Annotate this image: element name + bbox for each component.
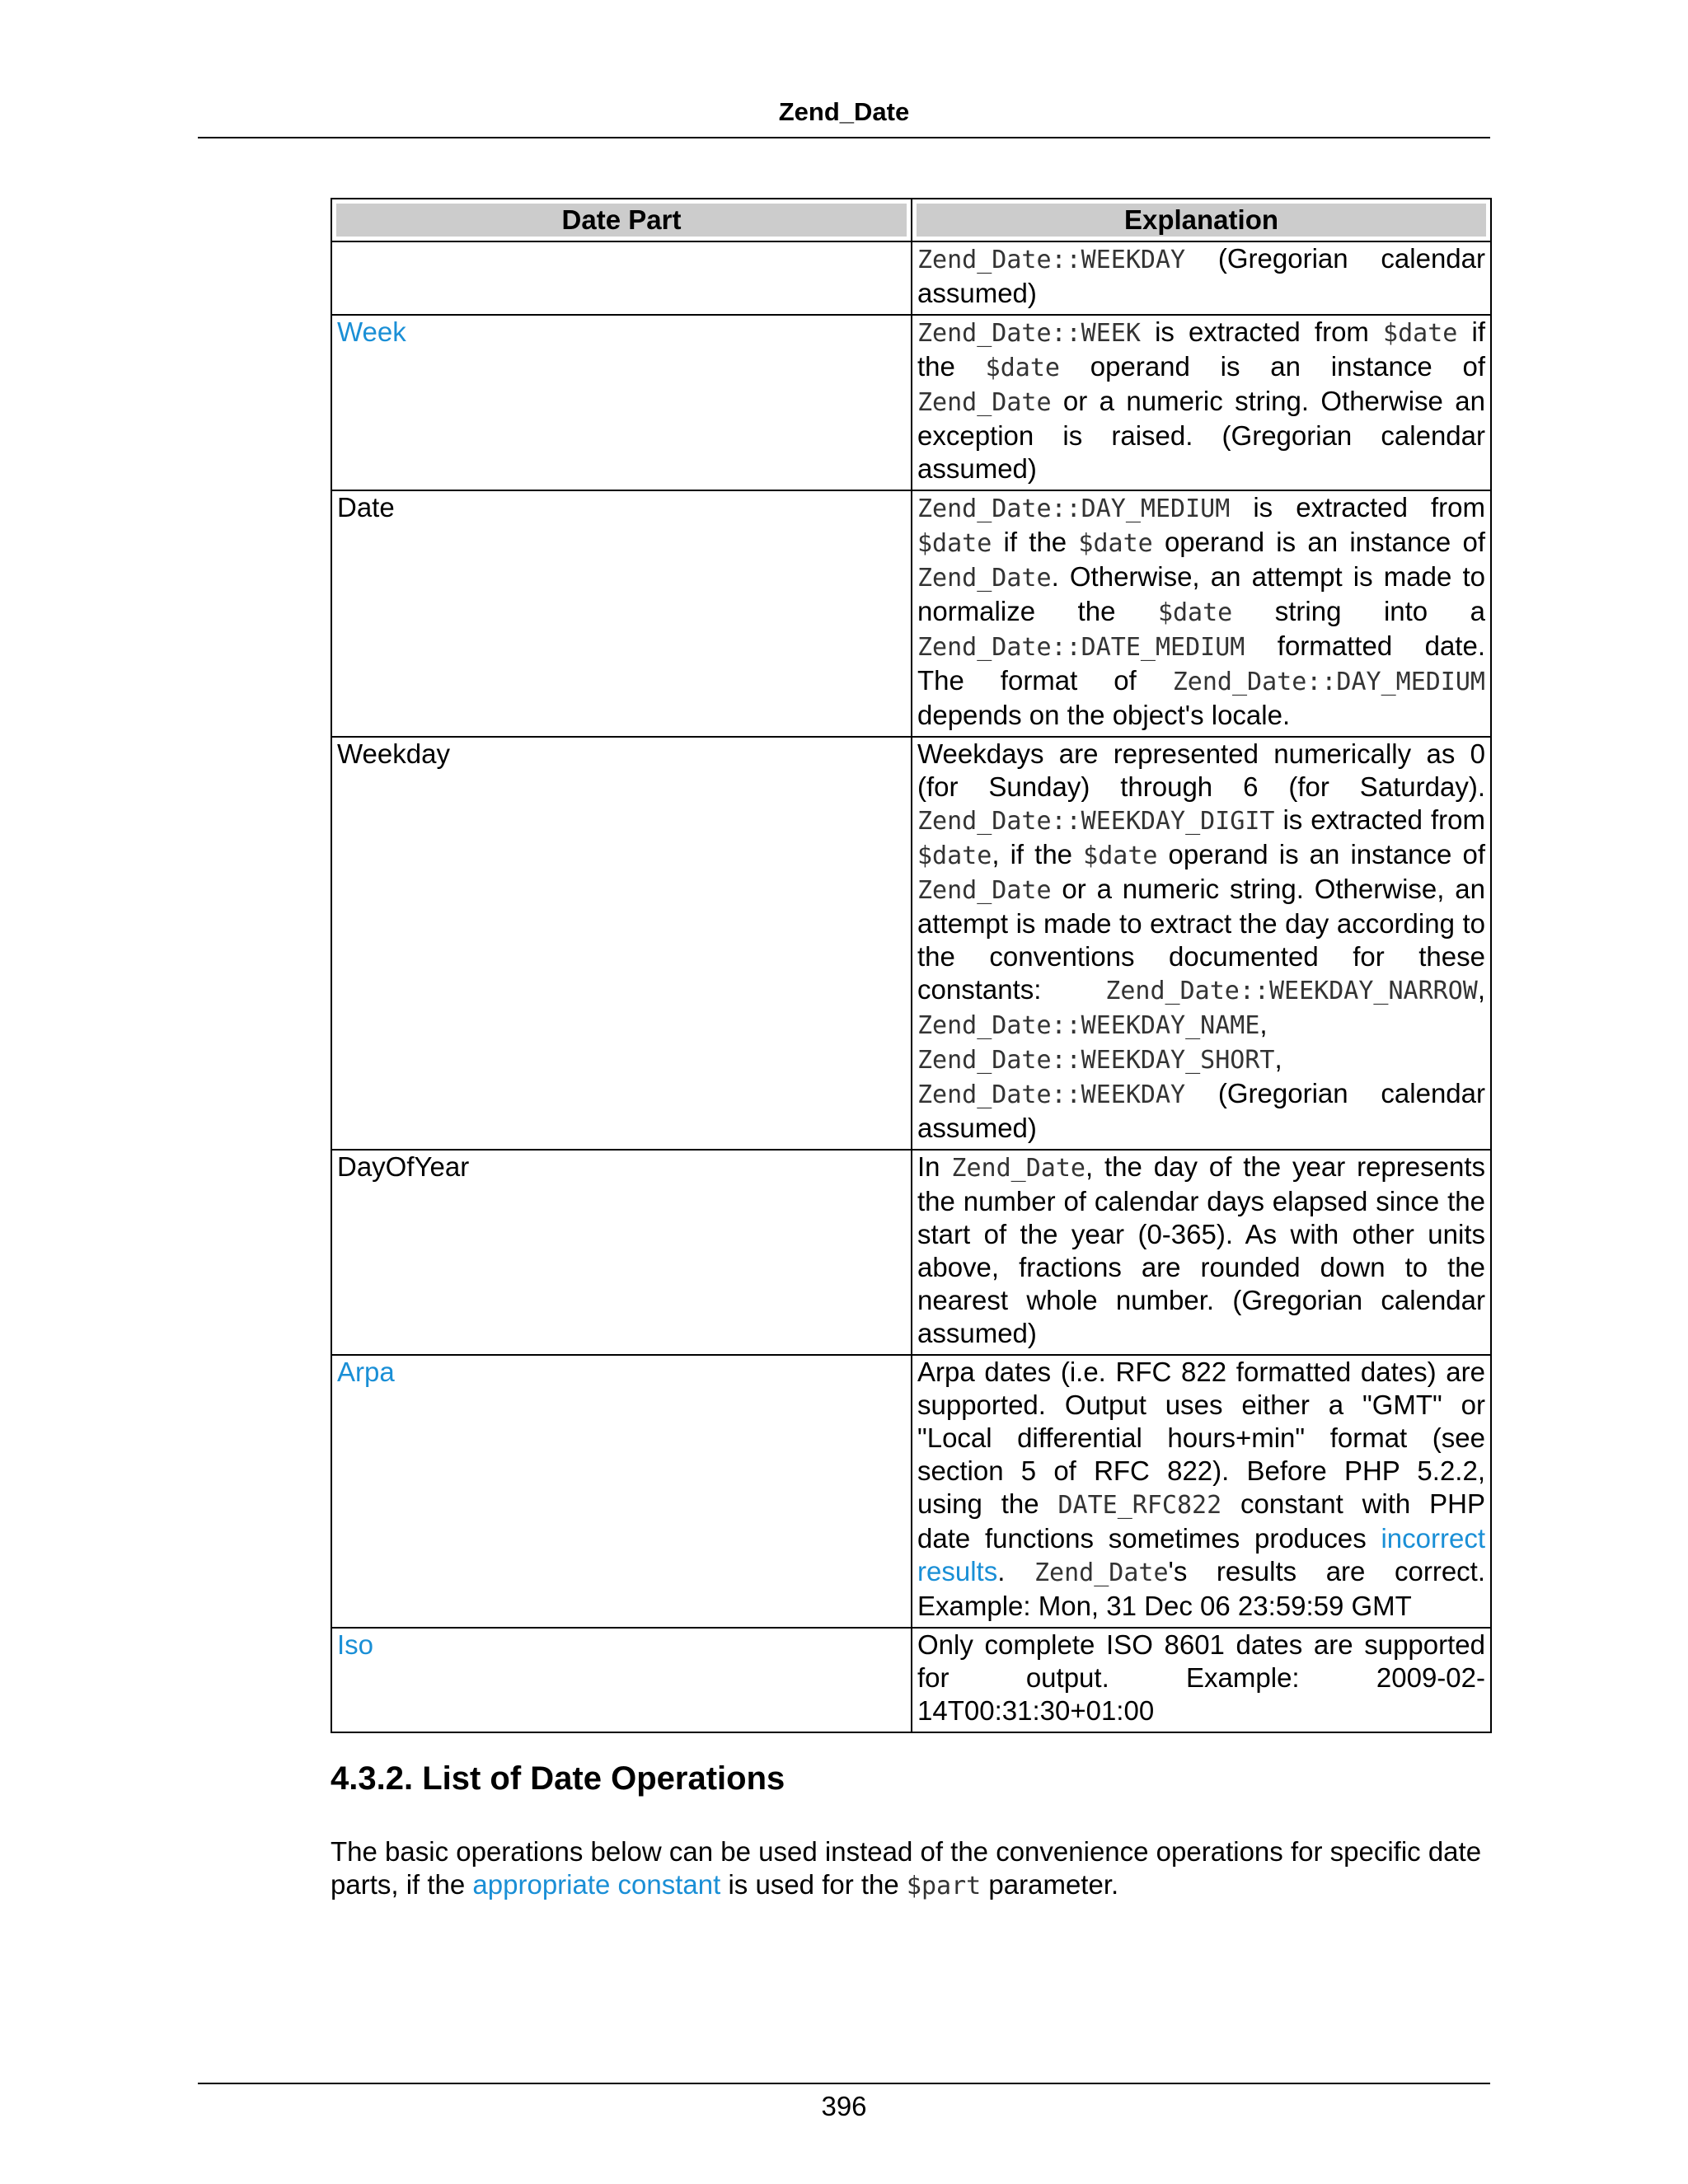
text-run: is used for the xyxy=(720,1869,907,1900)
inline-link[interactable]: incorrect results xyxy=(917,1523,1485,1586)
inline-code: Zend_Date xyxy=(917,388,1052,417)
inline-code: $date xyxy=(1083,841,1158,870)
text-run: , xyxy=(1477,974,1485,1005)
table-row xyxy=(331,241,1491,315)
text-run: Arpa dates (i.e. RFC 822 formatted dates) are supported. Output uses either a "GMT" or "Local differential hours+min" format (see section 5 of RFC 822). Before PHP 5.2.2, using the xyxy=(917,1357,1485,1519)
date-part-cell xyxy=(331,1628,912,1732)
date-part-label: Weekday xyxy=(337,738,450,769)
inline-code: $date xyxy=(917,841,992,870)
text-run: if the xyxy=(992,527,1079,557)
inline-code: Zend_Date::DAY_MEDIUM xyxy=(917,494,1231,523)
text-run: In xyxy=(917,1151,952,1182)
inline-code: $date xyxy=(1383,319,1458,348)
inline-code: DATE_RFC822 xyxy=(1057,1491,1222,1520)
text-run: The basic operations below can be used instead of the convenience operations for specific date parts, if the xyxy=(331,1836,1482,1900)
column-header-label: Date Part xyxy=(336,204,907,237)
explanation-cell xyxy=(912,1355,1491,1628)
date-part-cell xyxy=(331,490,912,737)
text-run: , xyxy=(1274,1043,1282,1074)
text-run: or a numeric string. Otherwise an exception is raised. (Gregorian calendar assumed) xyxy=(917,386,1485,484)
page-content xyxy=(331,198,1490,1903)
inline-code: $date xyxy=(1157,598,1233,627)
text-run: Only complete ISO 8601 dates are supported for output. Example: 2009-02-14T00:31:30+01:00 xyxy=(917,1629,1485,1726)
column-header-date-part xyxy=(331,199,912,241)
explanation-cell xyxy=(912,241,1491,315)
text-run: is extracted from xyxy=(1230,492,1485,523)
inline-code: $date xyxy=(985,354,1060,382)
text-run: is extracted from xyxy=(1140,316,1384,347)
inline-code: Zend_Date xyxy=(917,564,1052,593)
inline-code: Zend_Date xyxy=(1034,1558,1169,1587)
text-run: , the day of the year represents the number of calendar days elapsed since the start of the year (0-365). As with other units above, fractions are rounded down to the nearest whole number. (Gregorian calendar assumed) xyxy=(917,1151,1485,1348)
text-run: . Otherwise, an attempt is made to normalize the xyxy=(917,561,1485,626)
page-number: 396 xyxy=(821,2091,867,2121)
inline-code: Zend_Date::DATE_MEDIUM xyxy=(917,633,1245,662)
text-run: operand is an instance of xyxy=(1152,527,1485,557)
date-parts-table xyxy=(331,198,1492,1733)
table-row xyxy=(331,737,1491,1150)
running-header: Zend_Date xyxy=(778,97,910,126)
text-run: (Gregorian calendar assumed) xyxy=(917,1078,1485,1143)
table-row xyxy=(331,1150,1491,1355)
explanation-cell xyxy=(912,315,1491,490)
inline-link[interactable]: appropriate constant xyxy=(472,1869,721,1900)
text-run: is extracted from xyxy=(1274,804,1485,835)
inline-code: Zend_Date::WEEKDAY_SHORT xyxy=(917,1046,1275,1075)
text-run: constant with PHP date functions sometimes produces xyxy=(917,1488,1485,1554)
text-run: 's results are correct. Example: Mon, 31 Dec 06 23:59:59 GMT xyxy=(917,1556,1486,1621)
table-row xyxy=(331,1628,1491,1732)
inline-code: $date xyxy=(1078,529,1153,558)
explanation-cell xyxy=(912,490,1491,737)
text-run: , if the xyxy=(992,839,1084,869)
table-row xyxy=(331,490,1491,737)
table-row xyxy=(331,1355,1491,1628)
text-run: parameter. xyxy=(981,1869,1119,1900)
date-part-link[interactable]: Iso xyxy=(337,1629,374,1660)
text-run: operand is an instance of xyxy=(1157,839,1485,869)
inline-code: $part xyxy=(906,1872,982,1900)
section-heading: 4.3.2. List of Date Operations xyxy=(331,1760,785,1797)
table-header-row xyxy=(331,199,1491,241)
date-part-cell xyxy=(331,737,912,1150)
text-run: formatted date. The format of xyxy=(917,630,1485,696)
text-run: if the xyxy=(917,316,1485,382)
column-header-label: Explanation xyxy=(917,204,1486,237)
date-part-label: Date xyxy=(337,492,395,523)
text-run: . xyxy=(997,1556,1034,1586)
table-row xyxy=(331,315,1491,490)
section-intro-paragraph xyxy=(331,1835,1490,1903)
date-part-link[interactable]: Week xyxy=(337,316,406,347)
inline-code: Zend_Date xyxy=(951,1154,1085,1183)
text-run: string into a xyxy=(1232,596,1486,626)
text-run: (Gregorian calendar assumed) xyxy=(917,243,1485,308)
text-run: operand is an instance of xyxy=(1059,351,1486,382)
date-part-cell xyxy=(331,1355,912,1628)
header-rule xyxy=(198,137,1490,138)
table-body xyxy=(331,241,1491,1732)
explanation-cell xyxy=(912,1150,1491,1355)
text-run: depends on the object's locale. xyxy=(917,700,1291,730)
footer-rule xyxy=(198,2083,1490,2084)
text-run: , xyxy=(1259,1009,1268,1039)
explanation-cell xyxy=(912,737,1491,1150)
text-run: Weekdays are represented numerically as 0 (for Sunday) through 6 (for Saturday). xyxy=(917,738,1485,802)
inline-code: Zend_Date::WEEK xyxy=(917,319,1141,348)
inline-code: Zend_Date::WEEKDAY_DIGIT xyxy=(917,807,1275,836)
inline-code: $date xyxy=(917,529,992,558)
explanation-cell xyxy=(912,1628,1491,1732)
text-run: or a numeric string. Otherwise, an attempt is made to extract the day according to the conventions documented for these constants: xyxy=(917,874,1485,1005)
date-part-cell xyxy=(331,1150,912,1355)
inline-code: Zend_Date::WEEKDAY xyxy=(917,1080,1186,1109)
date-part-cell xyxy=(331,241,912,315)
inline-code: Zend_Date::WEEKDAY_NARROW xyxy=(1105,977,1478,1005)
date-part-label: DayOfYear xyxy=(337,1151,470,1182)
inline-code: Zend_Date::WEEKDAY xyxy=(917,246,1186,274)
date-part-link[interactable]: Arpa xyxy=(337,1357,395,1387)
inline-code: Zend_Date::WEEKDAY_NAME xyxy=(917,1011,1260,1040)
inline-code: Zend_Date::DAY_MEDIUM xyxy=(1172,668,1485,696)
inline-code: Zend_Date xyxy=(917,876,1052,905)
date-part-cell xyxy=(331,315,912,490)
column-header-explanation xyxy=(912,199,1491,241)
